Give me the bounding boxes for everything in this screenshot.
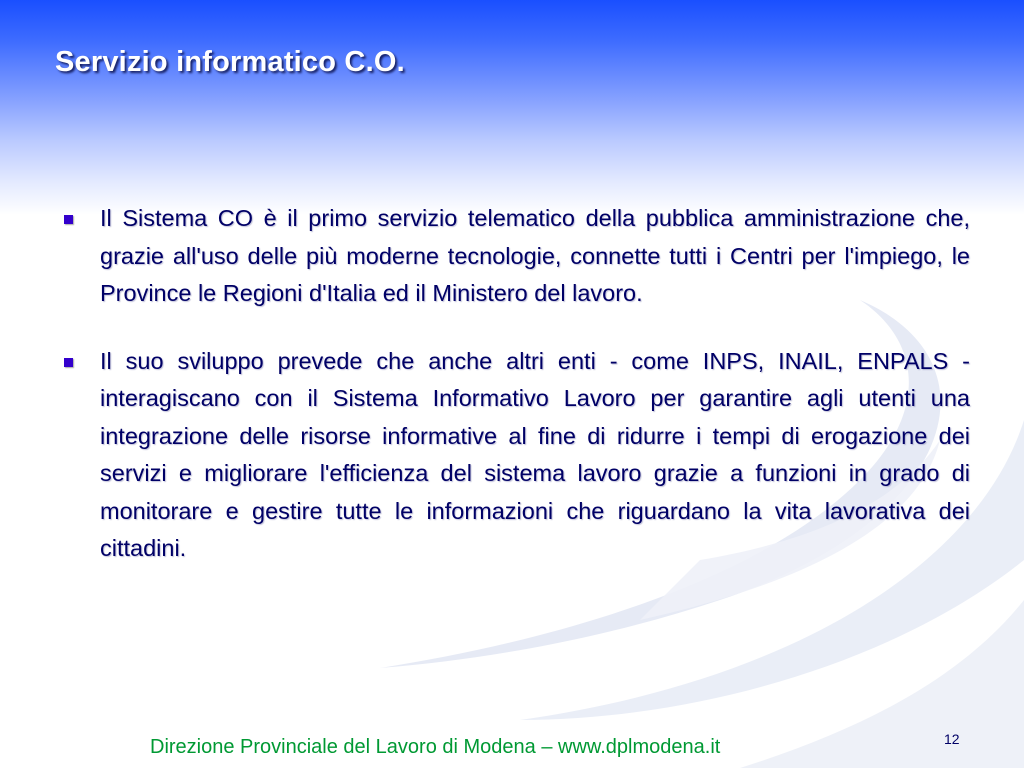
- square-bullet-icon: [64, 215, 73, 224]
- bullet-item: [100, 200, 970, 313]
- square-bullet-icon: [64, 358, 73, 367]
- slide-title: Servizio informatico C.O.: [55, 46, 405, 78]
- slide-footer: Direzione Provinciale del Lavoro di Modena – www.dplmodena.it: [150, 736, 721, 758]
- slide-number: 12: [944, 731, 960, 747]
- bullet-item: [100, 343, 970, 568]
- bullet-text: Il suo sviluppo prevede che anche altri enti - come INPS, INAIL, ENPALS - interagiscano con il Sistema Informativo Lavoro per garantire agli utenti una integrazione delle risorse informative al fine di ridurre i tempi di erogazione dei servizi e migliorare l'efficienza del sistema lavoro grazie a funzioni in grado di monitorare e gestire tutte le informazioni che riguardano la vita lavorativa dei cittadini.: [100, 347, 970, 561]
- bullet-text: Il Sistema CO è il primo servizio telematico della pubblica amministrazione che, grazie all'uso delle più moderne tecnologie, connette tutti i Centri per l'impiego, le Province le Regioni d'Italia ed il Ministero del lavoro.: [100, 205, 970, 306]
- bullet-list: [100, 200, 970, 598]
